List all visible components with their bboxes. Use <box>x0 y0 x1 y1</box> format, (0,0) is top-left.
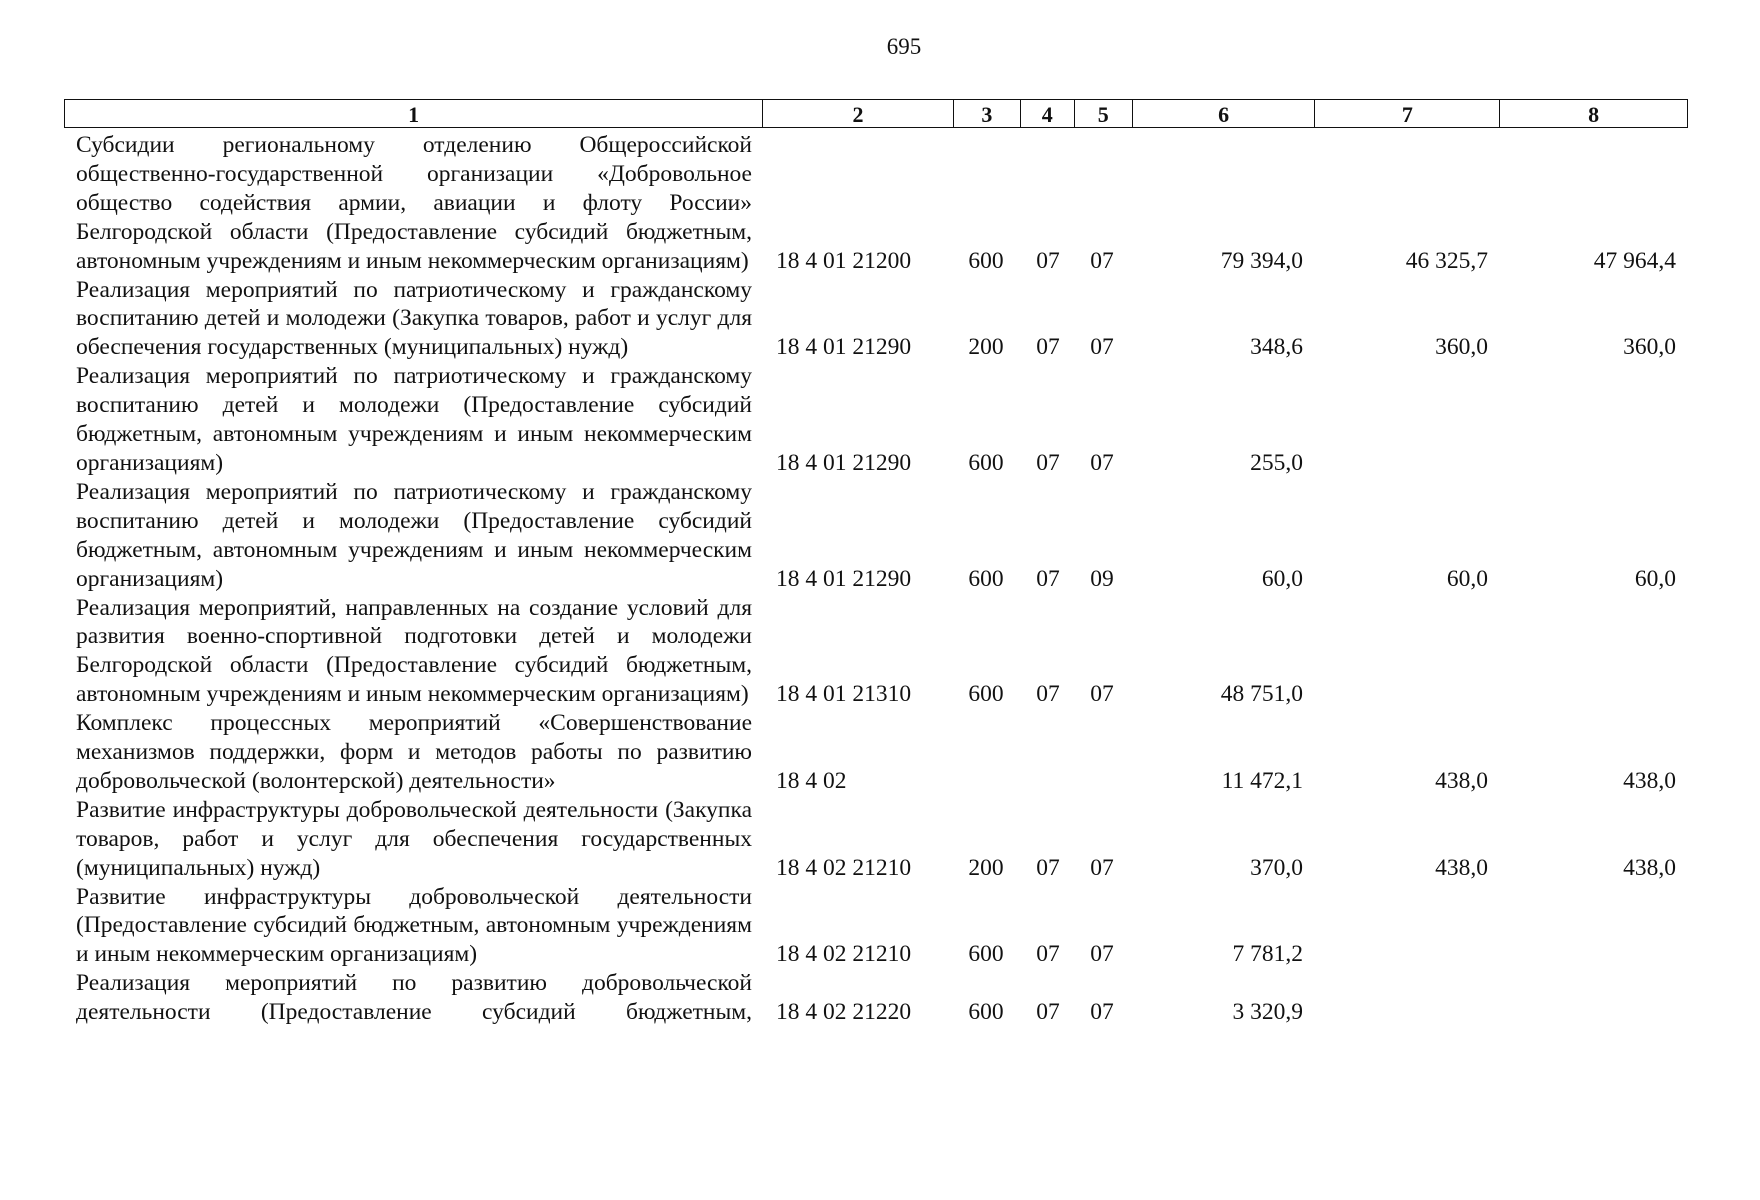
row-subsection: 09 <box>1090 565 1114 592</box>
row-sum-col7: 438,0 <box>1435 854 1488 881</box>
row-section: 07 <box>1036 681 1060 708</box>
row-code: 18 4 02 <box>776 767 847 794</box>
row-section: 07 <box>1036 999 1060 1026</box>
row-code: 18 4 01 21290 <box>776 449 912 476</box>
column-header-4: 4 <box>1021 100 1075 127</box>
row-name: Развитие инфраструктуры добровольческой деятельности (Предоставление субсидий бюджетным, автономным учреждениям и иным некоммерческим организациям) <box>76 883 752 968</box>
row-code: 18 4 01 21200 <box>776 247 912 274</box>
row-code: 18 4 02 21220 <box>776 999 912 1026</box>
column-header-6: 6 <box>1133 100 1316 127</box>
column-header-1: 1 <box>65 100 763 127</box>
row-expense-type: 600 <box>968 941 1004 968</box>
row-name: Комплекс процессных мероприятий «Совершенствование механизмов поддержки, форм и методов работы по развитию добровольческой (волонтерской) деятельности» <box>76 710 752 794</box>
table-row <box>0 594 1760 710</box>
row-section: 07 <box>1036 854 1060 881</box>
table-header <box>64 99 1688 128</box>
row-name: Субсидии региональному отделению Общероссийской общественно-государственной организации «Добровольное общество содействия армии, авиации и флоту России» Белгородской области (Предоставление субсидий бюджетным, автономным учреждениям и иным некоммерческим организациям) <box>76 132 752 274</box>
column-header-2: 2 <box>763 100 954 127</box>
row-subsection: 07 <box>1090 247 1114 274</box>
row-section: 07 <box>1036 247 1060 274</box>
row-subsection: 07 <box>1090 854 1114 881</box>
table-row <box>0 362 1760 478</box>
row-sum-col6: 348,6 <box>1250 334 1303 361</box>
row-expense-type: 600 <box>968 449 1004 476</box>
table-row <box>0 478 1760 594</box>
row-sum-col8: 60,0 <box>1634 565 1676 592</box>
row-sum-col8: 360,0 <box>1623 334 1676 361</box>
row-name: Реализация мероприятий по развитию добровольческой деятельности (Предоставление субсидий бюджетным, <box>76 970 752 1026</box>
row-code: 18 4 02 21210 <box>776 854 912 881</box>
row-expense-type: 600 <box>968 681 1004 708</box>
row-section: 07 <box>1036 941 1060 968</box>
row-subsection: 07 <box>1090 999 1114 1026</box>
row-sum-col6: 255,0 <box>1250 449 1303 476</box>
row-sum-col6: 60,0 <box>1261 565 1303 592</box>
row-code: 18 4 02 21210 <box>776 941 912 968</box>
row-code: 18 4 01 21290 <box>776 565 912 592</box>
row-sum-col6: 3 320,9 <box>1232 999 1303 1026</box>
row-sum-col6: 79 394,0 <box>1220 247 1303 274</box>
table-row <box>0 276 1760 363</box>
table-row <box>0 796 1760 883</box>
row-sum-col7: 60,0 <box>1446 565 1488 592</box>
table-row <box>0 709 1760 796</box>
row-expense-type: 600 <box>968 999 1004 1026</box>
row-code: 18 4 01 21310 <box>776 681 912 708</box>
row-sum-col7: 46 325,7 <box>1405 247 1488 274</box>
row-name: Реализация мероприятий по патриотическому и гражданскому воспитанию детей и молодежи (Закупка товаров, работ и услуг для обеспечения государственных (муниципальных) нужд) <box>76 276 752 361</box>
row-sum-col7: 360,0 <box>1435 334 1488 361</box>
row-name: Развитие инфраструктуры добровольческой деятельности (Закупка товаров, работ и услуг для обеспечения государственных (муниципальных) нужд) <box>76 796 752 881</box>
table-row <box>0 131 1760 276</box>
column-header-5: 5 <box>1075 100 1133 127</box>
row-expense-type: 200 <box>968 854 1004 881</box>
row-section: 07 <box>1036 565 1060 592</box>
row-sum-col6: 370,0 <box>1250 854 1303 881</box>
row-subsection: 07 <box>1090 941 1114 968</box>
row-sum-col6: 7 781,2 <box>1232 941 1303 968</box>
row-name: Реализация мероприятий по патриотическому и гражданскому воспитанию детей и молодежи (Предоставление субсидий бюджетным, автономным учреждениям и иным некоммерческим организациям) <box>76 478 752 592</box>
table-body <box>0 131 1760 1027</box>
row-section: 07 <box>1036 334 1060 361</box>
row-subsection: 07 <box>1090 449 1114 476</box>
row-sum-col6: 48 751,0 <box>1220 681 1303 708</box>
row-sum-col8: 438,0 <box>1623 854 1676 881</box>
table-row <box>0 883 1760 970</box>
page-number: 695 <box>886 34 922 59</box>
column-header-8: 8 <box>1588 102 1600 127</box>
row-sum-col8: 438,0 <box>1623 767 1676 794</box>
row-name: Реализация мероприятий по патриотическому и гражданскому воспитанию детей и молодежи (Предоставление субсидий бюджетным, автономным учреждениям и иным некоммерческим организациям) <box>76 363 752 476</box>
row-sum-col6: 11 472,1 <box>1221 767 1303 794</box>
row-expense-type: 600 <box>968 247 1004 274</box>
row-subsection: 07 <box>1090 334 1114 361</box>
column-header-3: 3 <box>954 100 1021 127</box>
row-code: 18 4 01 21290 <box>776 334 912 361</box>
row-section: 07 <box>1036 449 1060 476</box>
table-row <box>0 969 1760 1027</box>
row-sum-col8: 47 964,4 <box>1593 247 1676 274</box>
row-expense-type: 200 <box>968 334 1004 361</box>
row-subsection: 07 <box>1090 681 1114 708</box>
row-expense-type: 600 <box>968 565 1004 592</box>
row-name: Реализация мероприятий, направленных на создание условий для развития военно-спортивной подготовки детей и молодежи Белгородской области (Предоставление субсидий бюджетным, автономным учреждениям и иным некоммерческим организациям) <box>76 594 752 708</box>
row-sum-col7: 438,0 <box>1435 767 1488 794</box>
column-header-7: 7 <box>1315 100 1500 127</box>
